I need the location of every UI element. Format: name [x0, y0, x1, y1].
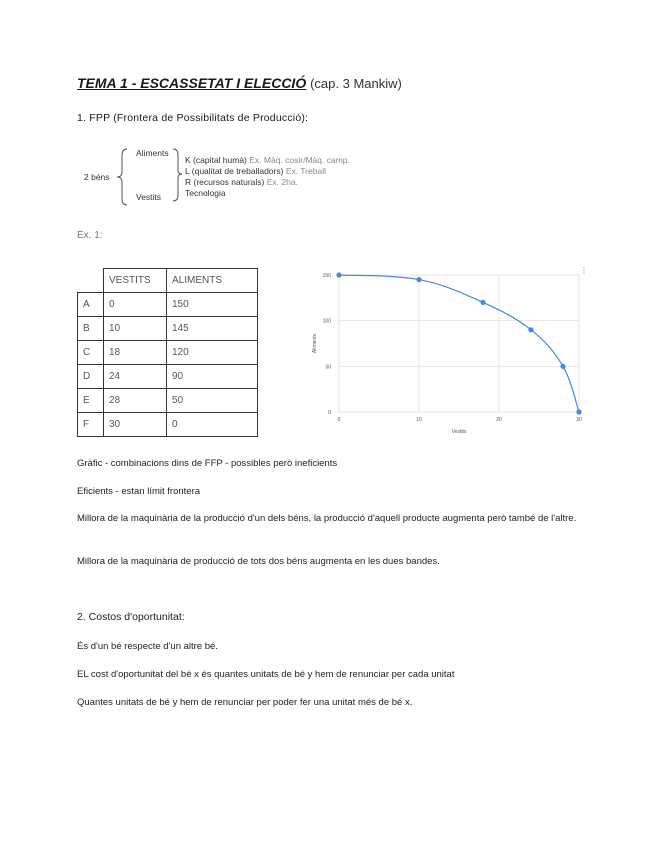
paragraph: EL cost d'oportunitat del bé x és quantes unitats de bé y hem de renunciar per cada unitat	[77, 669, 455, 680]
table-row	[78, 389, 258, 413]
table-header-empty	[78, 269, 104, 293]
diagram-item-vestits: Vestits	[136, 192, 162, 202]
row-label: B	[78, 317, 104, 341]
paragraph: Millora de la maquinària de la producció d'un dels béns, la producció d'aquell producte augmenta però també de l'altre.	[77, 513, 577, 524]
more-menu-icon: ⋮	[580, 266, 588, 275]
data-point	[416, 277, 421, 282]
cell-aliments: 120	[167, 341, 258, 365]
section-2-heading: 2. Costos d'oportunitat:	[77, 611, 185, 623]
plot-frame	[339, 275, 579, 412]
table-row	[78, 365, 258, 389]
data-point	[480, 300, 485, 305]
table-row	[78, 341, 258, 365]
example-label: Ex. 1:	[77, 230, 103, 241]
factor-k: K (capital humà) Ex. Màq. cosir/Màq. camp.	[185, 155, 350, 165]
paragraph: Quantes unitats de bé y hem de renunciar per poder fer una unitat més de bé x.	[77, 697, 413, 708]
diagram-item-aliments: Aliments	[136, 148, 169, 158]
data-point	[336, 272, 341, 277]
cell-aliments: 0	[167, 413, 258, 437]
y-axis-label: Aliments	[312, 333, 318, 354]
cell-aliments: 150	[167, 293, 258, 317]
title-sub: (cap. 3 Mankiw)	[310, 76, 402, 91]
factor-l: L (qualitat de treballadors) Ex. Treball	[185, 166, 326, 176]
page-title	[77, 75, 402, 91]
data-point	[576, 409, 581, 414]
cell-vestits: 10	[104, 317, 167, 341]
y-tick-label: 50	[325, 364, 331, 371]
paragraph: Millora de la maquinària de producció de tots dos béns augmenta en les dues bandes.	[77, 556, 440, 567]
right-brace-icon	[172, 148, 184, 202]
cell-vestits: 30	[104, 413, 167, 437]
row-label: A	[78, 293, 104, 317]
row-label: E	[78, 389, 104, 413]
title-main: TEMA 1 - ESCASSETAT I ELECCIÓ	[77, 75, 307, 91]
y-tick-label: 0	[328, 410, 331, 416]
x-tick-label: 0	[337, 417, 341, 423]
table-row	[78, 413, 258, 437]
cell-vestits: 0	[104, 293, 167, 317]
production-table	[77, 268, 258, 437]
row-label: D	[78, 365, 104, 389]
table-header-aliments: ALIMENTS	[167, 269, 258, 293]
cell-vestits: 28	[104, 389, 167, 413]
data-point	[528, 327, 533, 332]
y-tick-label: 150	[322, 273, 331, 279]
y-tick-label: 100	[322, 318, 331, 325]
paragraph: Eficients - estan límit frontera	[77, 486, 201, 497]
cell-vestits: 24	[104, 365, 167, 389]
section-1-heading: 1. FPP (Frontera de Possibilitats de Producció):	[77, 112, 309, 124]
left-brace-icon	[116, 148, 130, 206]
x-tick-label: 10	[416, 417, 422, 423]
x-tick-label: 20	[496, 417, 502, 423]
series-line	[339, 275, 579, 412]
table-header-row	[78, 269, 258, 293]
paragraph: És d'un bé respecte d'un altre bé.	[77, 641, 218, 652]
cell-aliments: 145	[167, 317, 258, 341]
cell-vestits: 18	[104, 341, 167, 365]
x-axis-label: Vestits	[451, 429, 467, 435]
table-row	[78, 317, 258, 341]
ppf-chart	[308, 265, 588, 437]
paragraph: Gràfic - combinacions dins de FFP - possibles però ineficients	[77, 458, 338, 469]
diagram-left-label: 2 béns	[84, 172, 110, 182]
cell-aliments: 90	[167, 365, 258, 389]
cell-aliments: 50	[167, 389, 258, 413]
row-label: F	[78, 413, 104, 437]
row-label: C	[78, 341, 104, 365]
table-row	[78, 293, 258, 317]
goods-diagram	[80, 146, 380, 208]
factor-tecnologia: Tecnologia	[185, 188, 226, 198]
x-tick-label: 30	[576, 417, 582, 423]
factor-r: R (recursos naturals) Ex. 2ha.	[185, 177, 298, 187]
data-point	[560, 364, 565, 369]
table-header-vestits: VESTITS	[104, 269, 167, 293]
